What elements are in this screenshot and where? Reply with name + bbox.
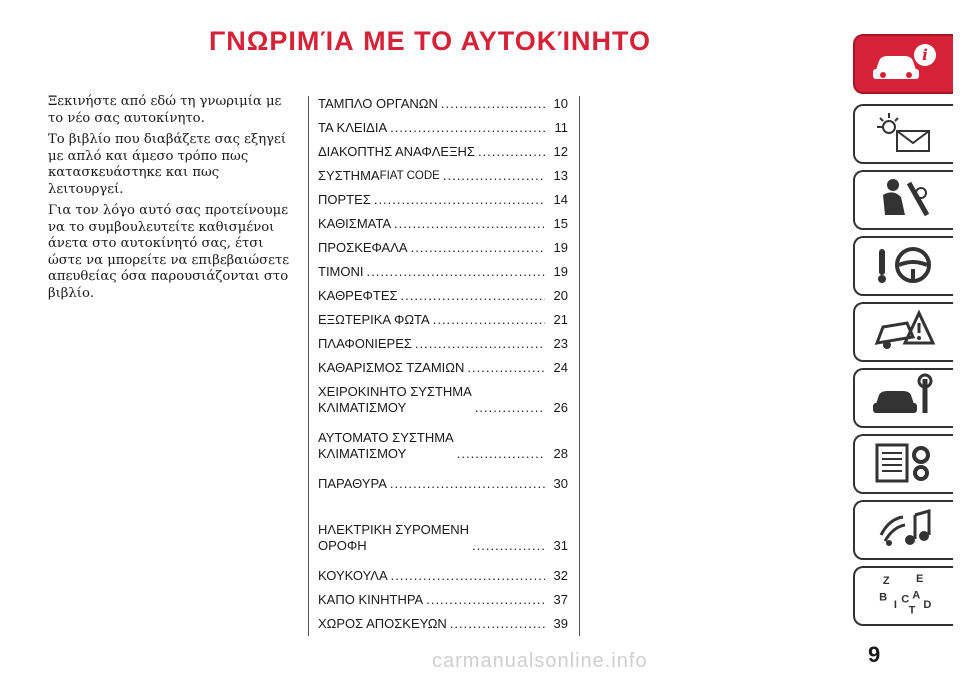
technical-data-icon — [869, 439, 939, 490]
intro-text — [48, 94, 296, 307]
toc-entry-label: ΤΙΜΟΝΙ — [318, 264, 364, 279]
toc-entry[interactable] — [318, 430, 568, 462]
toc-entry-page: 24 — [553, 360, 568, 375]
toc-entry[interactable] — [318, 616, 568, 632]
svg-text:i: i — [922, 45, 928, 64]
multimedia-icon — [869, 505, 939, 556]
index-letter: T — [908, 603, 916, 616]
toc-entry[interactable] — [318, 120, 568, 136]
toc-leader-dots — [415, 336, 545, 352]
toc-entry-page: 28 — [553, 446, 568, 461]
index-letter: A — [912, 589, 921, 602]
toc-entry[interactable] — [318, 264, 568, 280]
column-divider — [579, 96, 580, 636]
toc-leader-dots — [475, 400, 545, 416]
toc-entry[interactable] — [318, 144, 568, 160]
toc-entry[interactable] — [318, 384, 568, 416]
toc-entry-page: 19 — [553, 240, 568, 255]
toc-leader-dots — [401, 288, 545, 304]
toc-entry[interactable] — [318, 216, 568, 232]
toc-entry-label: ΠΑΡΑΘΥΡΑ — [318, 476, 387, 491]
toc-entry-label: ΗΛΕΚΤΡΙΚΗ ΣΥΡΟΜΕΝΗ ΟΡΟΦΗ — [318, 522, 470, 553]
toc-entry-page: 21 — [553, 312, 568, 327]
toc-leader-dots — [390, 120, 545, 136]
toc-leader-dots — [391, 568, 545, 584]
dashboard-lights-icon — [869, 109, 939, 160]
index-letter: I — [893, 598, 897, 611]
index-letter: Z — [882, 574, 890, 587]
toc-leader-dots — [443, 168, 545, 184]
toc-entry-label: ΚΑΘΡΕΦΤΕΣ — [318, 288, 398, 303]
toc-entry-label: ΧΕΙΡΟΚΙΝΗΤΟ ΣΥΣΤΗΜΑ ΚΛΙΜΑΤΙΣΜΟΥ — [318, 384, 472, 415]
toc-entry[interactable] — [318, 568, 568, 584]
index-letter: C — [901, 592, 910, 605]
toc-entry-page: 31 — [553, 538, 568, 553]
toc-entry[interactable] — [318, 476, 568, 492]
toc-entry-label: ΣΥΣΤΗΜΑ — [318, 168, 380, 183]
toc-entry-page: 32 — [553, 568, 568, 583]
toc-entry-label: ΠΛΑΦΟΝΙΕΡΕΣ — [318, 336, 412, 351]
toc-entry[interactable] — [318, 522, 568, 554]
toc-entry-page: 12 — [553, 144, 568, 159]
toc-leader-dots — [457, 446, 545, 462]
toc-entry[interactable] — [318, 592, 568, 608]
toc-entry-label: ΧΩΡΟΣ ΑΠΟΣΚΕΥΩΝ — [318, 616, 447, 631]
car-info-icon — [869, 39, 939, 90]
sidebar-tab[interactable] — [853, 302, 953, 362]
toc-leader-dots — [441, 96, 545, 112]
toc-entry[interactable] — [318, 240, 568, 256]
toc-entry-label: ΠΟΡΤΕΣ — [318, 192, 371, 207]
toc-entry-label: ΚΟΥΚΟΥΛΑ — [318, 568, 388, 583]
toc-leader-dots — [394, 216, 545, 232]
sidebar-tab[interactable] — [853, 170, 953, 230]
toc-entry[interactable] — [318, 360, 568, 376]
toc-leader-dots — [450, 616, 545, 632]
toc-entry-page: 37 — [553, 592, 568, 607]
toc-entry-label: ΤΑ ΚΛΕΙΔΙΑ — [318, 120, 388, 135]
toc-leader-dots — [426, 592, 545, 608]
toc-entry-page: 39 — [553, 616, 568, 631]
toc-entry-page: 26 — [553, 400, 568, 415]
toc-entry-label: ΚΑΘΑΡΙΣΜΟΣ ΤΖΑΜΙΩΝ — [318, 360, 465, 375]
index-letter: B — [879, 590, 888, 603]
emergency-icon — [869, 307, 939, 358]
toc-entry-label: ΔΙΑΚΟΠΤΗΣ ΑΝΑΦΛΕΞΗΣ — [318, 144, 475, 159]
toc-entry-label: ΕΞΩΤΕΡΙΚΑ ΦΩΤΑ — [318, 312, 430, 327]
toc-entry-page: 20 — [553, 288, 568, 303]
toc-entry[interactable] — [318, 312, 568, 328]
toc-entry-page: 15 — [553, 216, 568, 231]
toc-entry-page: 23 — [553, 336, 568, 351]
index-letter: E — [915, 572, 924, 585]
toc-leader-dots — [433, 312, 545, 328]
sidebar-tab[interactable] — [853, 236, 953, 296]
toc-entry-page: 11 — [554, 120, 568, 135]
sidebar-tab[interactable] — [853, 434, 953, 494]
toc-entry-label: ΠΡΟΣΚΕΦΑΛΑ — [318, 240, 408, 255]
toc-entry-label: ΤΑΜΠΛΟ ΟΡΓΑΝΩΝ — [318, 96, 438, 111]
safety-airbag-icon — [869, 175, 939, 226]
toc-entry-label: ΚΑΠΟ ΚΙΝΗΤΗΡΑ — [318, 592, 424, 607]
sidebar-tab[interactable] — [853, 104, 953, 164]
toc-entry-label: ΚΑΘΙΣΜΑΤΑ — [318, 216, 392, 231]
toc-entry-sublabel: FIAT CODE — [379, 170, 440, 182]
sidebar-tab[interactable] — [853, 368, 953, 428]
index-letter: D — [923, 598, 932, 611]
index-icon — [869, 571, 939, 622]
toc-entry[interactable] — [318, 168, 568, 184]
toc-entry[interactable] — [318, 288, 568, 304]
maintenance-icon — [869, 373, 939, 424]
toc-entry-page: 30 — [553, 476, 568, 491]
intro-paragraph: Ξεκινήστε από εδώ τη γνωριμία με το νέο σας αυτοκίνητο. — [48, 94, 282, 126]
intro-paragraph: Το βιβλίο που διαβάζετε σας εξηγεί με απλό και άμεσο τρόπο πως κατασκευάστηκε και πως λειτουργεί. — [48, 132, 287, 197]
toc-entry[interactable] — [318, 192, 568, 208]
toc-entry[interactable] — [318, 96, 568, 112]
toc-leader-dots — [390, 476, 545, 492]
sidebar-tab[interactable] — [853, 500, 953, 560]
toc-entry-page: 14 — [553, 192, 568, 207]
toc-entry-label: ΑΥΤΟΜΑΤΟ ΣΥΣΤΗΜΑ ΚΛΙΜΑΤΙΣΜΟΥ — [318, 430, 454, 461]
column-divider — [308, 96, 309, 636]
sidebar-tab[interactable] — [853, 566, 953, 626]
driving-steering-icon — [869, 241, 939, 292]
toc-entry-page: 19 — [553, 264, 568, 279]
page-number: 9 — [868, 642, 881, 667]
toc-leader-dots — [411, 240, 545, 256]
toc-entry-page: 13 — [553, 168, 568, 183]
page-title: ΓΝΩΡΙΜΊΑ ΜΕ ΤΟ ΑΥΤΟΚΊΝΗΤΟ — [208, 26, 652, 56]
intro-paragraph: Για τον λόγο αυτό σας προτείνουμε να το συμβουλευτείτε καθισμένοι άνετα στο αυτοκίνητό σας, έτσι ώστε να μπορείτε να επιβεβαιώσετε απευθείας όσα παρουσιάζονται στο βιβλίο. — [48, 203, 290, 301]
toc-entry[interactable] — [318, 336, 568, 352]
watermark: carmanualsonline.info — [432, 650, 648, 672]
toc-leader-dots — [367, 264, 546, 280]
toc-leader-dots — [478, 144, 545, 160]
toc-leader-dots — [467, 360, 545, 376]
toc-leader-dots — [472, 538, 545, 554]
sidebar-tab[interactable] — [853, 34, 953, 94]
toc-leader-dots — [374, 192, 545, 208]
toc-entry-page: 10 — [553, 96, 568, 111]
